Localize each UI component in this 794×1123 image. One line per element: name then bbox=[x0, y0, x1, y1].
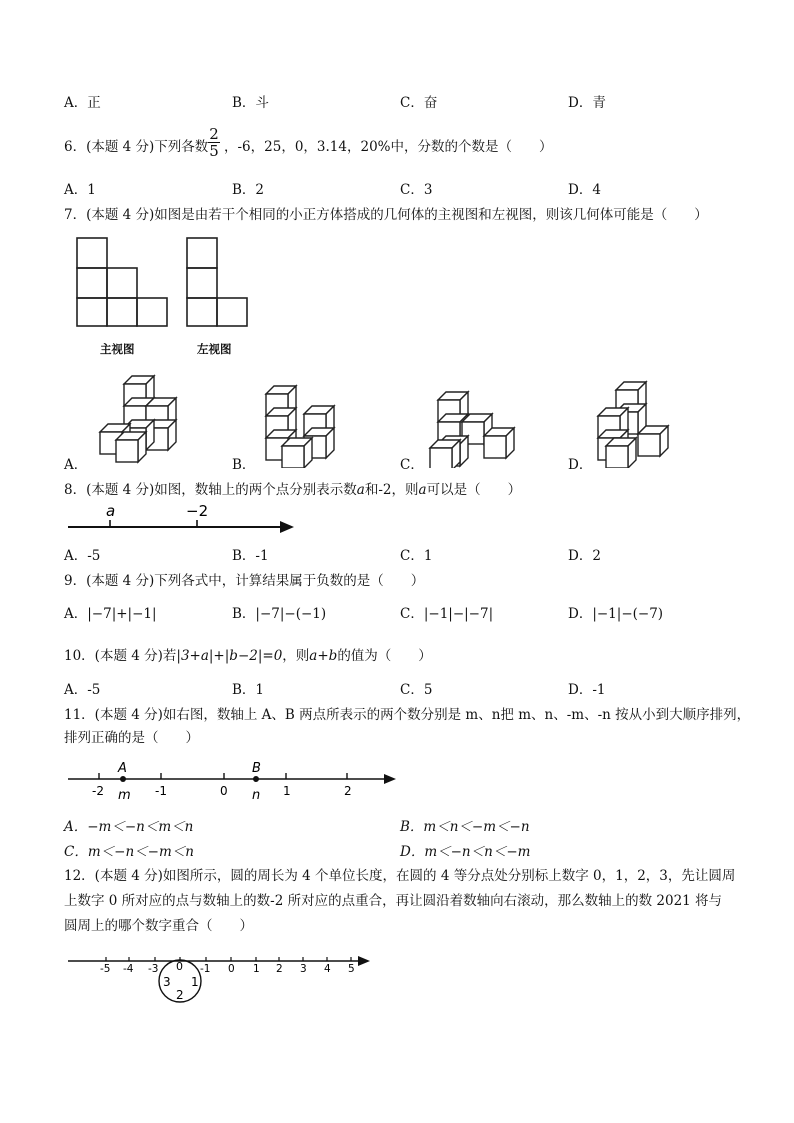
q9-option-a: A．|−7|+|−1| bbox=[64, 606, 157, 622]
q8-option-a: A．-5 bbox=[64, 548, 101, 564]
q5-option-a: A．正 bbox=[64, 95, 101, 111]
q8-text bbox=[64, 478, 521, 498]
q12-tick-0: 0 bbox=[228, 963, 235, 975]
q12-number-line bbox=[66, 950, 376, 1008]
q7-left-view-caption: 左视图 bbox=[197, 342, 232, 356]
q7-solid-d bbox=[598, 382, 668, 468]
q12-tick-3: 3 bbox=[300, 963, 307, 975]
q12-tick-5: 5 bbox=[348, 963, 355, 975]
q12-text-line2: 上数字 0 所对应的点与数轴上的数-2 所对应的点重合，再让圆沿着数轴向右滚动，那么数轴上的数 2021 将与 bbox=[64, 893, 723, 909]
q8-option-c: C．1 bbox=[400, 548, 433, 564]
q11-option-b: B．m＜n＜−m＜−n bbox=[400, 819, 530, 835]
q9-option-c: C．|−1|−|−7| bbox=[400, 606, 494, 622]
q8-option-b: B．-1 bbox=[232, 548, 269, 564]
q11-tick-1: 1 bbox=[283, 784, 291, 798]
q12-tick-neg3: -3 bbox=[148, 963, 159, 975]
q8-text-c: 可以是（ ） bbox=[426, 482, 522, 498]
q10-expression-sum: a+b bbox=[309, 648, 338, 664]
q6-option-b: B．2 bbox=[232, 182, 265, 198]
q10-text-b: ，则 bbox=[282, 648, 310, 664]
q6-prefix: 6．(本题 4 分)下列各数 bbox=[64, 139, 209, 155]
q10-option-d: D．-1 bbox=[568, 682, 606, 698]
q10-text-c: 的值为（ ） bbox=[337, 648, 432, 664]
q12-circle-label-0: 0 bbox=[176, 960, 183, 973]
q6-option-a: A．1 bbox=[64, 182, 96, 198]
q6-frac-numerator: 2 bbox=[209, 125, 219, 143]
q10-option-b: B．1 bbox=[232, 682, 265, 698]
q7-solid-c bbox=[430, 392, 514, 468]
q12-circle-label-3: 3 bbox=[163, 975, 171, 989]
q7-option-d: D． bbox=[568, 457, 593, 473]
q11-point-b-label: B bbox=[252, 761, 261, 776]
q11-tick-neg2: -2 bbox=[92, 784, 104, 798]
q11-option-c: C．m＜−n＜−m＜n bbox=[64, 844, 194, 860]
q7-option-a: A． bbox=[64, 457, 88, 473]
q8-option-d: D．2 bbox=[568, 548, 601, 564]
q12-tick-neg5: -5 bbox=[100, 963, 111, 975]
q11-option-a: A．−m＜−n＜m＜n bbox=[64, 819, 194, 835]
q8-var-a-2: a bbox=[418, 482, 427, 498]
q12-text-line3: 圆周上的哪个数字重合（ ） bbox=[64, 918, 253, 934]
q12-tick-1: 1 bbox=[253, 963, 260, 975]
q11-label-n: n bbox=[252, 788, 261, 803]
q9-text: 9．(本题 4 分)下列各式中，计算结果属于负数的是（ ） bbox=[64, 573, 425, 589]
q8-number-line bbox=[66, 500, 300, 536]
q6-suffix: ，-6，25，0，3.14，20%中，分数的个数是（ ） bbox=[224, 139, 553, 155]
q8-var-a: a bbox=[356, 482, 365, 498]
q7-front-view-caption: 主视图 bbox=[100, 342, 135, 356]
q8-axis-label-neg2: −2 bbox=[186, 502, 209, 520]
q11-tick-neg1: -1 bbox=[155, 784, 167, 798]
q7-solid-b bbox=[266, 386, 334, 468]
q7-views-figure bbox=[70, 232, 270, 332]
q11-text-line1: 11．(本题 4 分)如右图，数轴上 A、B 两点所表示的两个数分别是 m、n把 m、n、-m、-n 按从小到大顺序排列， bbox=[64, 707, 751, 723]
q7-solid-a bbox=[100, 376, 176, 462]
q6-fraction bbox=[206, 126, 222, 159]
q12-text-line1: 12．(本题 4 分)如图所示，圆的周长为 4 个单位长度，在圆的 4 等分点处分别标上数字 0，1，2，3，先让圆周 bbox=[64, 868, 736, 884]
q5-option-c: C．奋 bbox=[400, 95, 438, 111]
q9-option-b: B．|−7|−(−1) bbox=[232, 606, 327, 622]
q11-tick-2: 2 bbox=[344, 784, 352, 798]
q6-frac-denominator: 5 bbox=[209, 142, 219, 160]
q5-option-b: B．斗 bbox=[232, 95, 269, 111]
q11-point-a-label: A bbox=[118, 761, 127, 776]
q12-circle-label-1: 1 bbox=[191, 975, 199, 989]
q6-option-d: D．4 bbox=[568, 182, 601, 198]
q11-number-line bbox=[66, 758, 400, 804]
q8-text-b: 和-2，则 bbox=[364, 482, 419, 498]
q5-option-d: D．青 bbox=[568, 95, 606, 111]
q11-tick-0: 0 bbox=[220, 784, 228, 798]
q7-option-b: B． bbox=[232, 457, 256, 473]
q10-expression: |3+a|+|b−2|=0 bbox=[176, 648, 283, 664]
q12-tick-neg1: -1 bbox=[200, 963, 211, 975]
q10-option-c: C．5 bbox=[400, 682, 433, 698]
q11-label-m: m bbox=[118, 788, 131, 803]
q12-tick-2: 2 bbox=[276, 963, 283, 975]
q10-option-a: A．-5 bbox=[64, 682, 101, 698]
q12-tick-4: 4 bbox=[324, 963, 331, 975]
q12-circle-label-2: 2 bbox=[176, 988, 184, 1002]
q11-text-line2: 排列正确的是（ ） bbox=[64, 730, 199, 746]
q10-text bbox=[64, 644, 432, 664]
q10-text-a: 10．(本题 4 分)若 bbox=[64, 648, 177, 664]
q11-option-d: D．m＜−n＜n＜−m bbox=[400, 844, 531, 860]
q12-tick-neg4: -4 bbox=[123, 963, 134, 975]
q7-text: 7．(本题 4 分)如图是由若干个相同的小正方体搭成的几何体的主视图和左视图，则该几何体可能是（ ） bbox=[64, 207, 708, 223]
q6-option-c: C．3 bbox=[400, 182, 433, 198]
q8-axis-label-a: a bbox=[106, 502, 116, 520]
q7-option-c: C． bbox=[400, 457, 424, 473]
q9-option-d: D．|−1|−(−7) bbox=[568, 606, 664, 622]
q8-text-a: 8．(本题 4 分)如图，数轴上的两个点分别表示数 bbox=[64, 482, 357, 498]
